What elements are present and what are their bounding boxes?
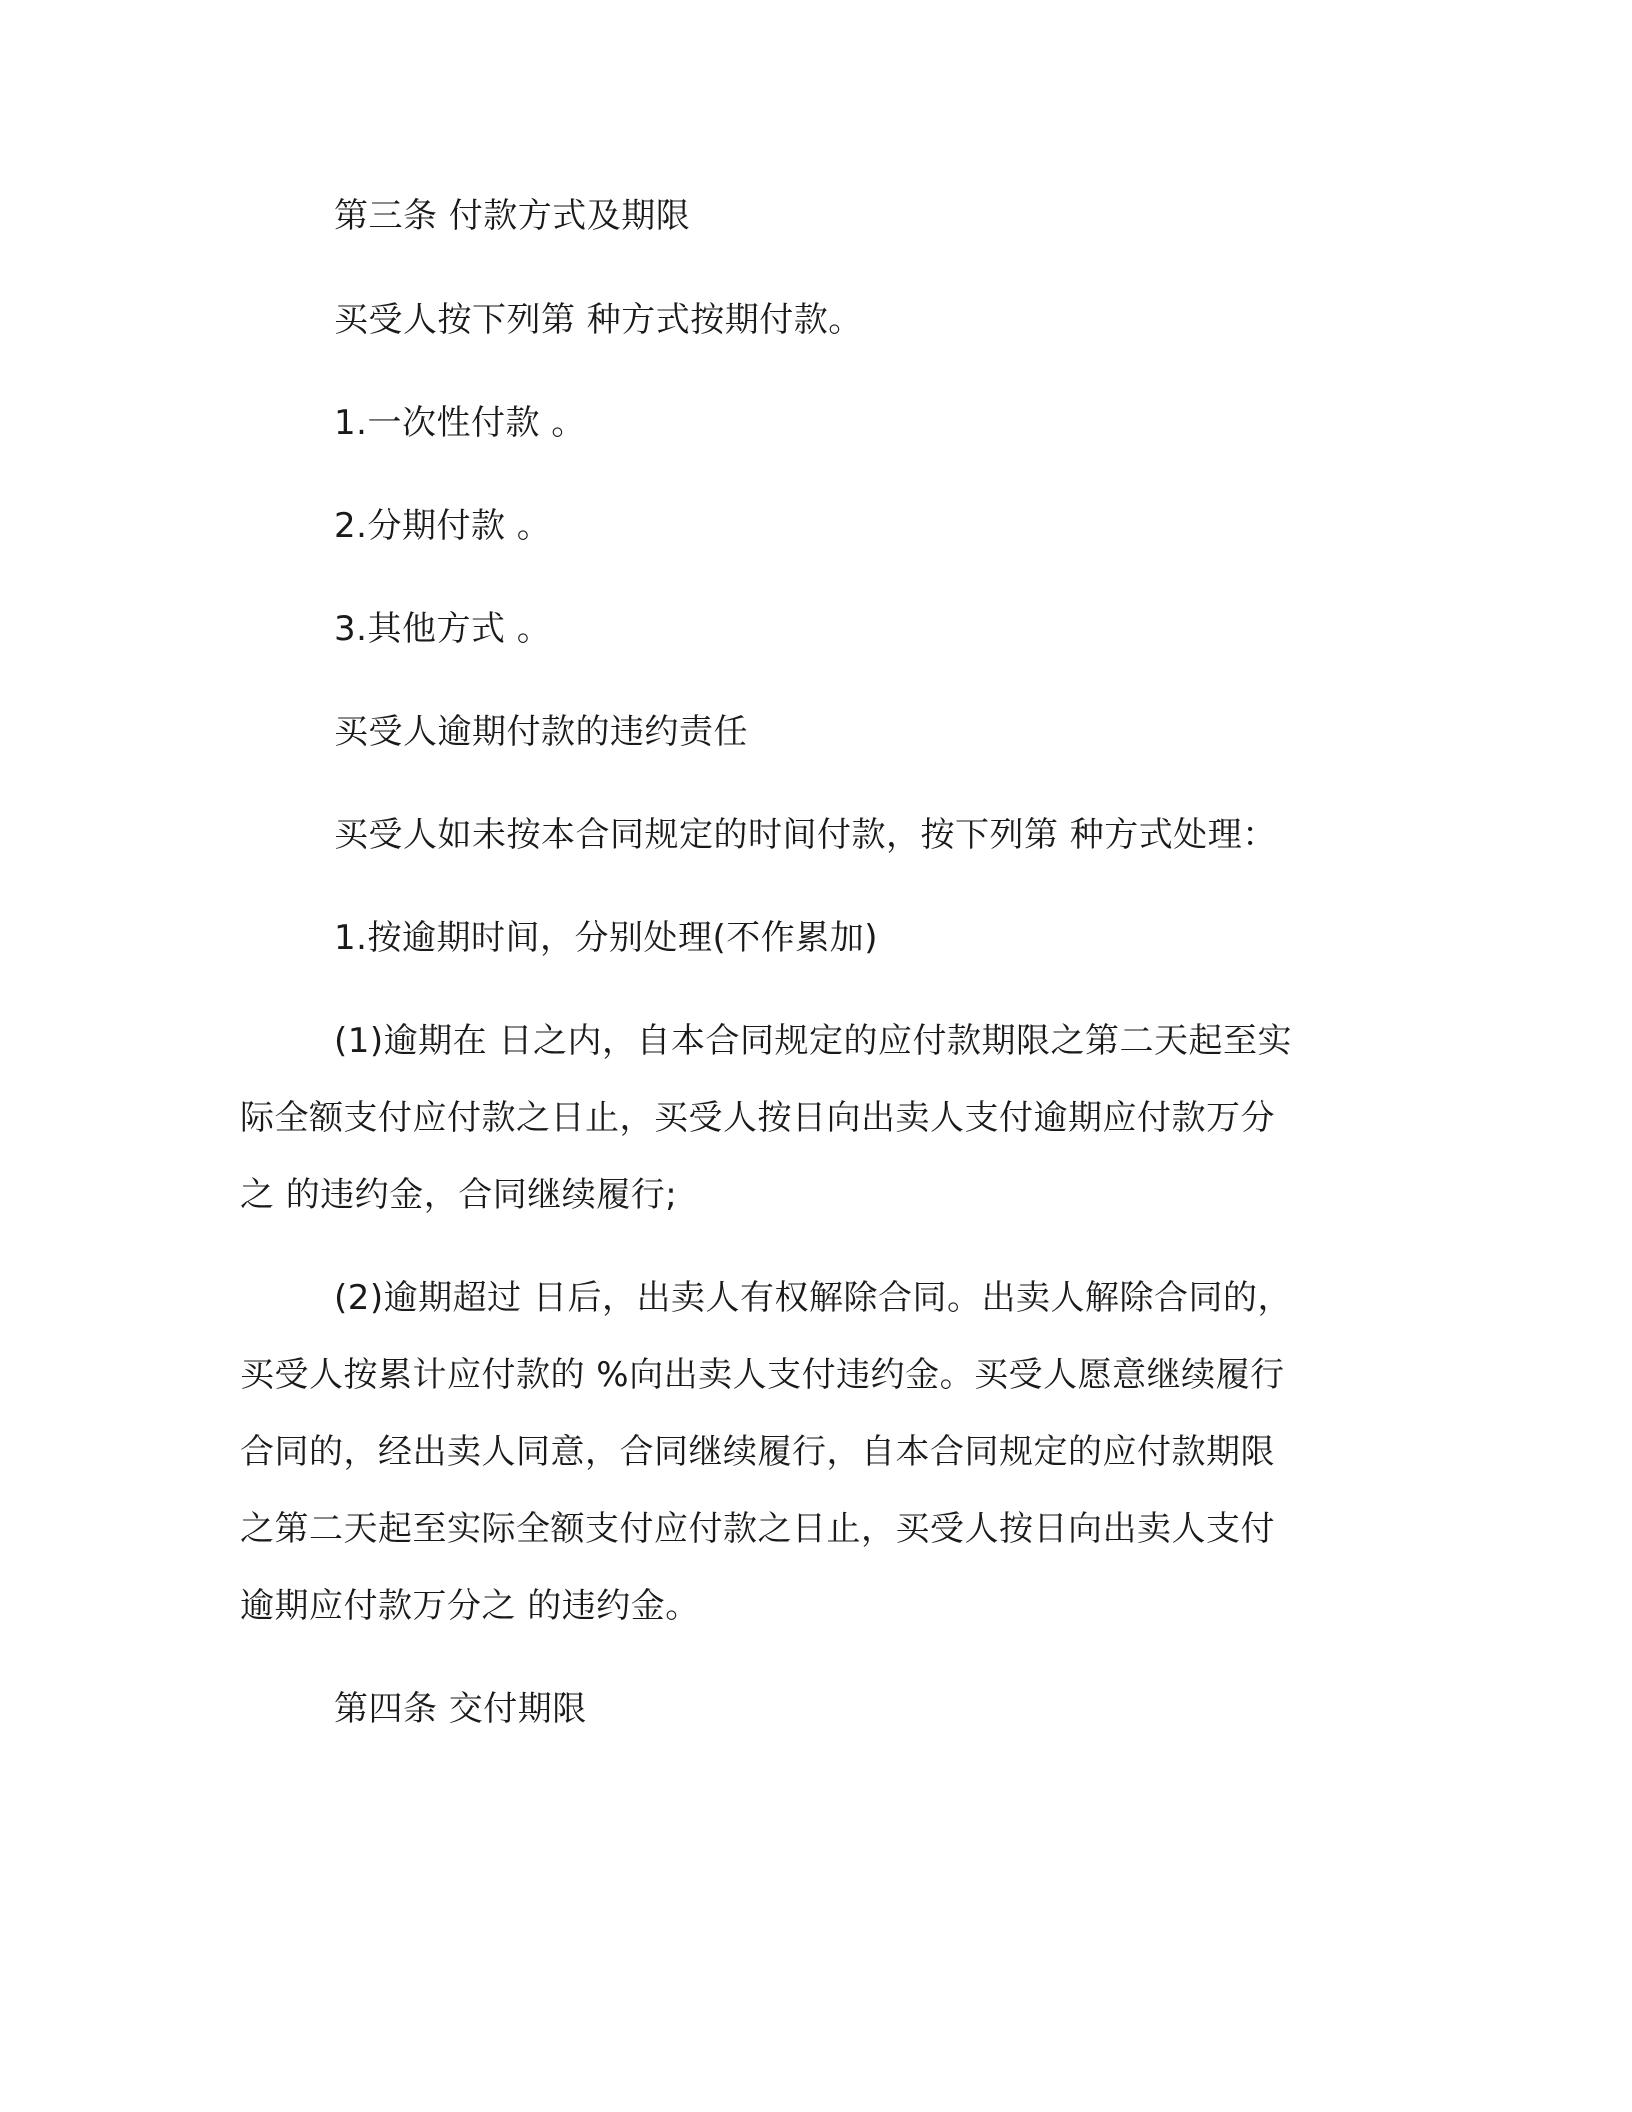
clause-1-line-1: (1)逾期在 日之内，自本合同规定的应付款期限之第二天起至实	[334, 1021, 1292, 1061]
clause-2-line-3: 合同的，经出卖人同意，合同继续履行，自本合同规定的应付款期限	[240, 1432, 1275, 1472]
clause-1-line-3: 之 的违约金，合同继续履行;	[240, 1175, 678, 1215]
payment-option-2: 2.分期付款 。	[334, 506, 552, 546]
clause-2-line-2: 买受人按累计应付款的 %向出卖人支付违约金。买受人愿意继续履行	[240, 1355, 1285, 1395]
late-option-1: 1.按逾期时间，分别处理(不作累加)	[334, 918, 878, 958]
clause-2-line-4: 之第二天起至实际全额支付应付款之日止，买受人按日向出卖人支付	[240, 1509, 1275, 1549]
article4-heading: 第四条 交付期限	[334, 1689, 587, 1729]
clause-2-line-5: 逾期应付款万分之 的违约金。	[240, 1586, 700, 1626]
late-payment-intro: 买受人如未按本合同规定的时间付款，按下列第 种方式处理：	[334, 815, 1277, 855]
clause-2-line-1: (2)逾期超过 日后，出卖人有权解除合同。出卖人解除合同的，	[334, 1278, 1292, 1318]
article3-heading: 第三条 付款方式及期限	[334, 196, 691, 236]
clause-1-line-2: 际全额支付应付款之日止，买受人按日向出卖人支付逾期应付款万分	[240, 1098, 1275, 1138]
payment-option-1: 1.一次性付款 。	[334, 403, 586, 443]
late-payment-heading: 买受人逾期付款的违约责任	[334, 712, 748, 752]
payment-option-3: 3.其他方式 。	[334, 609, 552, 649]
payment-intro: 买受人按下列第 种方式按期付款。	[334, 300, 863, 340]
